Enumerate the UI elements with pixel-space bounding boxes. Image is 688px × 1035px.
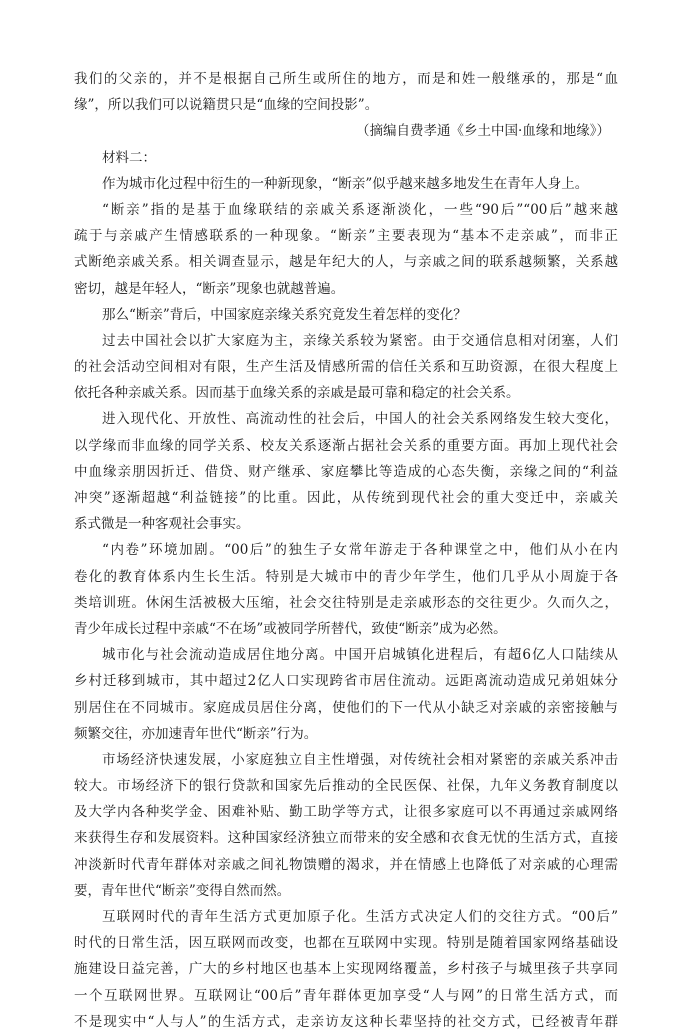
document-page bbox=[74, 66, 618, 1035]
paragraph-line: 冲淡新时代青年群体对亲戚之间礼物馈赠的渴求，并在情感上也降低了对亲戚的心理需 bbox=[74, 856, 618, 873]
paragraph-line: “内卷”环境加剧。“00后”的独生子女常年游走于各种课堂之中，他们从小在内 bbox=[102, 542, 618, 559]
paragraph-line: 较大。市场经济下的银行贷款和国家先后推动的全民医保、社保，九年义务教育制度以 bbox=[74, 778, 618, 795]
paragraph-line: 市场经济快速发展，小家庭独立自主性增强，对传统社会相对紧密的亲戚关系冲击 bbox=[102, 751, 618, 768]
paragraph-line: 进入现代化、开放性、高流动性的社会后，中国人的社会关系网络发生较大变化， bbox=[102, 411, 618, 428]
paragraph-line: 来获得生存和发展资料。这种国家经济独立而带来的安全感和衣食无忧的生活方式，直接 bbox=[74, 830, 618, 847]
paragraph-line: 式断绝亲戚关系。相关调查显示，越是年纪大的人，与亲戚之间的联系越频繁，关系越 bbox=[74, 254, 618, 271]
intro-line: 我们的父亲的，并不是根据自己所生或所住的地方，而是和姓一般继承的，那是“血 bbox=[74, 71, 618, 87]
paragraph-line: 类培训班。休闲生活被极大压缩，社会交往特别是走亲戚形态的交往更少。久而久之， bbox=[74, 594, 618, 611]
paragraph-line: 的社会活动空间相对有限，生产生活及情感所需的信任关系和互助资源，在很大程度上 bbox=[74, 359, 618, 376]
paragraph-line: 及大学内各种奖学金、困难补贴、勤工助学等方式，让很多家庭可以不再通过亲戚网络 bbox=[74, 804, 618, 821]
paragraph-line: 中血缘亲朋因折迁、借贷、财产继承、家庭攀比等造成的心态失衡，亲缘之间的“利益 bbox=[74, 463, 618, 480]
paragraph-line: 互联网时代的青年生活方式更加原子化。生活方式决定人们的交往方式。“00后” bbox=[102, 909, 618, 925]
paragraph-line: 青少年成长过程中亲戚“不在场”或被同学所替代，致使“断亲”成为必然。 bbox=[74, 620, 507, 637]
paragraph-line: 时代的日常生活，因互联网而改变，也都在互联网中实现。特别是随着国家网络基础设 bbox=[74, 935, 618, 952]
paragraph-line: 系式微是一种客观社会事实。 bbox=[74, 516, 250, 533]
paragraph-line: 不是现实中“人与人”的生活方式，走亲访友这种长辈坚持的社交方式，已经被青年群 bbox=[74, 1013, 618, 1030]
paragraph-line: 密切，越是年轻人，“断亲”现象也就越普遍。 bbox=[74, 280, 345, 297]
paragraph-line: “断亲”指的是基于血缘联结的亲戚关系逐渐淡化，一些“90后”“00后”越来越 bbox=[102, 201, 618, 218]
paragraph-line: 要，青年世代“断亲”变得自然而然。 bbox=[74, 882, 291, 899]
paragraph-line: 卷化的教育体系内生长生活。特别是大城市中的青少年学生，他们几乎从小周旋于各 bbox=[74, 568, 618, 585]
intro-line: 缘”，所以我们可以说籍贯只是“血缘的空间投影”。 bbox=[74, 97, 379, 114]
paragraph-line: 以学缘而非血缘的同学关系、校友关系逐渐占据社会关系的重要方面。再加上现代社会 bbox=[74, 437, 618, 454]
paragraph-line: 作为城市化过程中衍生的一种新现象，“断亲”似乎越来越多地发生在青年人身上。 bbox=[102, 175, 589, 192]
citation: （摘编自费孝通《乡土中国·血缘和地缘》） bbox=[355, 123, 610, 140]
paragraph-line: 别居住在不同城市。家庭成员居住分离，使他们的下一代从小缺乏对亲戚的亲密接触与 bbox=[74, 699, 618, 716]
paragraph-line: 那么“断亲”背后，中国家庭亲缘关系究竟发生着怎样的变化？ bbox=[102, 306, 467, 323]
paragraph-line: 依托各种亲戚关系。因而基于血缘关系的亲戚是最可靠和稳定的社会关系。 bbox=[74, 385, 520, 402]
paragraph-line: 频繁交往，亦加速青年世代“断亲”行为。 bbox=[74, 725, 318, 742]
paragraph-line: 一个互联网世界。互联网让“00后”青年群体更加享受“人与网”的日常生活方式，而 bbox=[74, 987, 618, 1004]
paragraph-line: 乡村迁移到城市，其中超过2亿人口实现跨省市居住流动。远距离流动造成兄弟姐妹分 bbox=[74, 673, 618, 690]
paragraph-line: 疏于与亲戚产生情感联系的一种现象。“断亲”主要表现为“基本不走亲戚”，而非正 bbox=[74, 228, 618, 245]
paragraph-line: 过去中国社会以扩大家庭为主，亲缘关系较为紧密。由于交通信息相对闭塞，人们 bbox=[102, 332, 618, 349]
paragraph-line: 施建设日益完善，广大的乡村地区也基本上实现网络覆盖，乡村孩子与城里孩子共享同 bbox=[74, 961, 618, 978]
paragraph-line: 冲突”逐渐超越“利益链接”的比重。因此，从传统到现代社会的重大变迁中，亲戚关 bbox=[74, 490, 618, 506]
material-heading: 材料二： bbox=[102, 149, 156, 166]
paragraph-line: 城市化与社会流动造成居住地分离。中国开启城镇化进程后，有超6亿人口陆续从 bbox=[102, 647, 618, 664]
